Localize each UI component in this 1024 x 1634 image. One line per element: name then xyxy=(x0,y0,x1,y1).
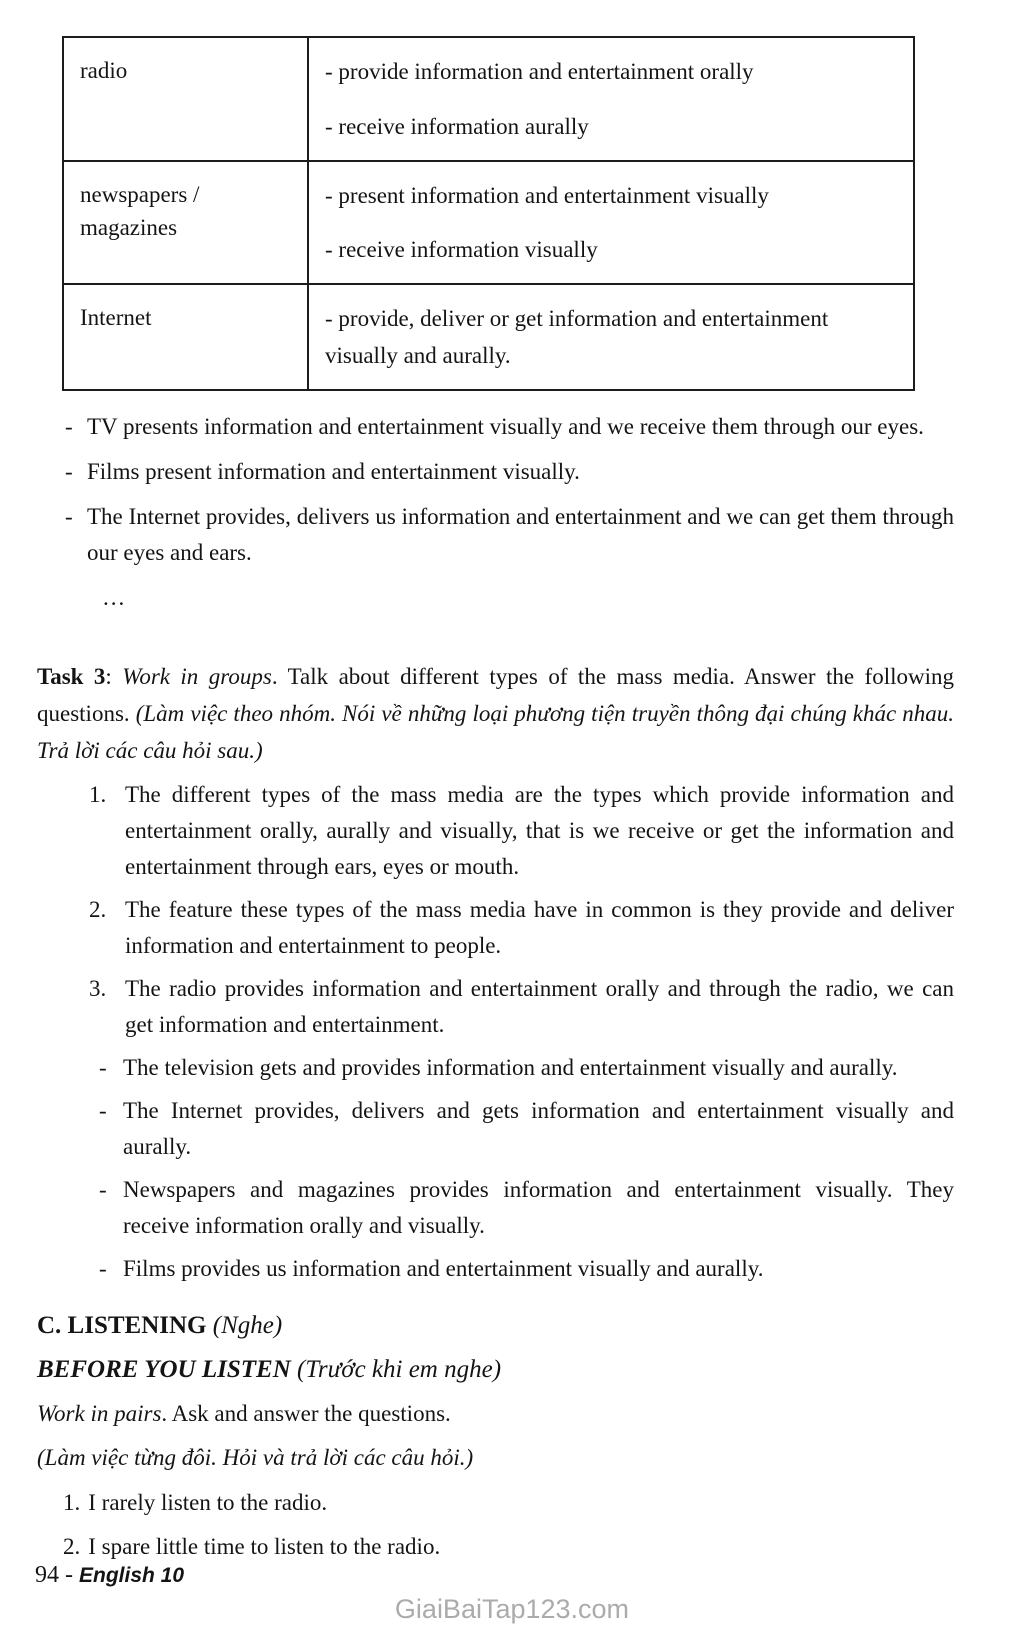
desc-line: - provide, deliver or get information and entertainment visually and aurally. xyxy=(325,306,829,368)
notes-list xyxy=(37,409,954,616)
answer-item xyxy=(37,892,954,964)
question-number: 2. xyxy=(63,1533,81,1559)
term-text: newspapers / magazines xyxy=(80,181,200,240)
sub-answer-item xyxy=(37,1172,954,1244)
sub-answer-text: Newspapers and magazines provides information and entertainment visually. They receive information orally and visually. xyxy=(123,1176,954,1238)
page-footer xyxy=(35,1562,184,1589)
term-text: radio xyxy=(80,58,128,83)
table-row-radio xyxy=(63,37,914,161)
note-text: The Internet provides, delivers us information and entertainment and we can get them through our eyes and ears. xyxy=(87,503,954,565)
answers-list xyxy=(37,777,954,1287)
task3-paragraph xyxy=(37,658,954,769)
dash-marker: - xyxy=(65,458,73,484)
answer-number: 3. xyxy=(89,975,107,1001)
term-cell xyxy=(63,161,308,285)
task3-instruction-italic: Work in groups xyxy=(122,663,272,689)
task3-vietnamese: (Làm việc theo nhóm. Nói về những loại phương tiện truyền thông đại chúng khác nhau. Trả lời các câu hỏi sau.) xyxy=(37,700,955,763)
answer-text: The radio provides information and entertainment orally and through the radio, we can get information and entertainment. xyxy=(125,975,954,1037)
task3-colon: : xyxy=(105,663,123,689)
dash-marker: - xyxy=(99,1097,107,1123)
sub-answer-text: The television gets and provides information and entertainment visually and aurally. xyxy=(123,1054,898,1080)
table-row-newspapers xyxy=(63,161,914,285)
book-title: English 10 xyxy=(79,1564,185,1587)
answer-item xyxy=(37,777,954,885)
question-number: 1. xyxy=(63,1489,81,1515)
note-text: Films present information and entertainment visually. xyxy=(87,458,580,484)
sub-answers-list xyxy=(37,1050,954,1287)
work-italic: Work in pairs xyxy=(37,1400,162,1426)
desc-line: - receive information visually xyxy=(325,237,598,263)
question-text: I rarely listen to the radio. xyxy=(88,1489,328,1515)
sub-answer-item xyxy=(37,1050,954,1086)
term-cell xyxy=(63,37,308,161)
desc-line: - present information and entertainment visually xyxy=(325,182,769,208)
task3-instruction-rest: . Talk about different types of the mass media. Answer the following questions. xyxy=(37,663,955,726)
work-in-pairs-line xyxy=(37,1393,954,1435)
dash-marker: - xyxy=(65,413,73,439)
question-text: I spare little time to listen to the radio. xyxy=(88,1533,441,1559)
work-rest: . Ask and answer the questions. xyxy=(161,1400,451,1426)
watermark: GiaiBaiTap123.com xyxy=(394,1594,630,1624)
dash-marker: - xyxy=(99,1255,107,1281)
answer-number: 1. xyxy=(89,781,107,807)
note-item xyxy=(65,409,954,445)
listening-heading xyxy=(37,1305,954,1347)
sub-answer-text: The Internet provides, delivers and gets information and entertainment visually and aurally. xyxy=(123,1097,954,1159)
note-text: TV presents information and entertainment visually and we receive them through our eyes. xyxy=(87,413,924,439)
desc-cell xyxy=(308,37,914,161)
sub-answer-item xyxy=(37,1251,954,1287)
desc-line: - receive information aurally xyxy=(325,113,589,139)
desc-line: - provide information and entertainment orally xyxy=(325,59,754,84)
dash-marker: - xyxy=(65,503,73,529)
before-heading-bold-italic: BEFORE YOU LISTEN xyxy=(37,1355,298,1383)
task3-label: Task 3 xyxy=(37,663,106,689)
table-row-internet xyxy=(63,284,914,390)
listening-heading-bold: C. LISTENING xyxy=(37,1311,213,1339)
answer-text: The feature these types of the mass media have in common is they provide and deliver information and entertainment to people. xyxy=(125,896,954,958)
dash-marker: - xyxy=(99,1176,107,1202)
dash-marker: - xyxy=(99,1054,107,1080)
media-table xyxy=(62,36,915,391)
note-item xyxy=(65,499,954,571)
term-text: Internet xyxy=(80,305,152,331)
question-item xyxy=(37,1483,954,1523)
term-cell xyxy=(63,284,308,390)
desc-cell xyxy=(308,284,914,390)
answer-item xyxy=(37,971,954,1043)
before-you-listen-heading xyxy=(37,1349,954,1391)
answer-number: 2. xyxy=(89,896,107,922)
sub-answer-text: Films provides us information and entertainment visually and aurally. xyxy=(123,1255,764,1281)
page-number: 94 - xyxy=(35,1562,79,1588)
note-item xyxy=(65,454,954,490)
listening-heading-italic: (Nghe) xyxy=(212,1311,283,1339)
question-item xyxy=(37,1527,954,1567)
desc-cell xyxy=(308,161,914,285)
sub-answer-item xyxy=(37,1093,954,1165)
answer-text: The different types of the mass media are the types which provide information and entertainment orally, aurally and visually, that is we receive or get the information and entertainment through ears, eyes or mouth. xyxy=(125,781,954,879)
ellipsis: ... xyxy=(103,584,127,610)
vietnamese-instruction: (Làm việc từng đôi. Hỏi và trả lời các câu hỏi.) xyxy=(37,1444,474,1470)
before-heading-italic: (Trước khi em nghe) xyxy=(297,1355,502,1383)
